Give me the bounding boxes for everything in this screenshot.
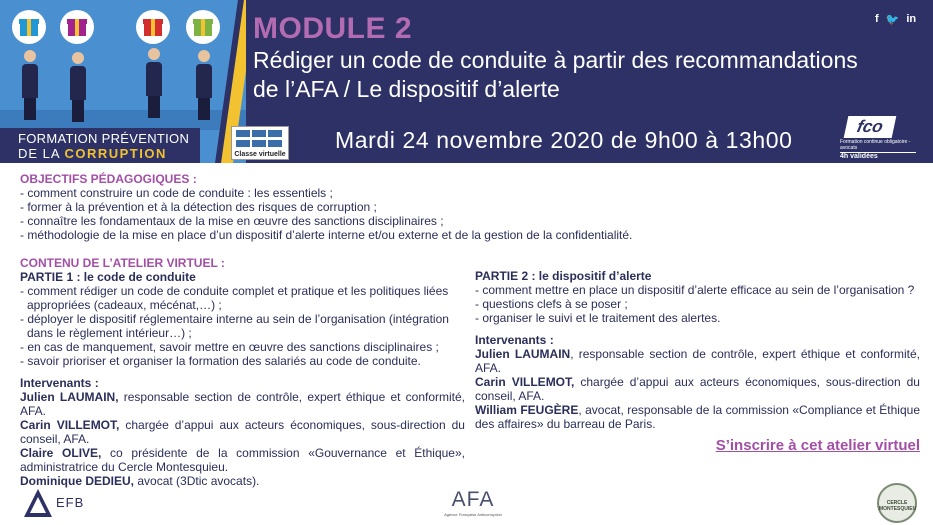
gift-bubble-purple — [60, 10, 94, 44]
partie2-column — [475, 269, 920, 431]
objectif-item: - former à la prévention et à la détection des risques de corruption ; — [20, 200, 377, 214]
intervenant-desc: responsable section de contrôle, expert éthique et conformité, AFA. — [20, 390, 466, 418]
objectif-item: - connaître les fondamentaux de la mise en œuvre des sanctions disciplinaires ; — [20, 214, 444, 228]
afa-logo — [443, 488, 503, 522]
fco-subtitle: Formation continue obligatoire - avocats — [840, 139, 911, 151]
module-number: MODULE 2 — [253, 12, 413, 45]
intervenant-name: Carin VILLEMOT, — [475, 375, 575, 389]
objectifs-section — [20, 172, 920, 242]
twitter-icon[interactable]: 🐦 — [885, 14, 900, 26]
intervenant-entry — [475, 375, 920, 403]
intervenant-name: Carin VILLEMOT, — [20, 418, 120, 432]
gift-bubble-red — [136, 10, 170, 44]
fco-badge — [840, 116, 920, 160]
facebook-icon[interactable]: f — [875, 13, 879, 25]
intervenant-entry — [20, 390, 465, 418]
classe-virtuelle-label: Classe virtuelle — [234, 151, 286, 158]
formation-highlight: CORRUPTION — [64, 146, 167, 161]
objectifs-title: OBJECTIFS PÉDAGOGIQUES : — [20, 172, 197, 186]
partie2-item: - questions clefs à se poser ; — [475, 297, 628, 311]
intervenant-entry — [20, 418, 465, 446]
person-figure — [146, 48, 162, 118]
efb-mark-inner — [30, 497, 46, 513]
gift-icon — [68, 18, 86, 36]
intervenant-desc: , avocat, responsable de la commission «Compliance et Éthique des affaires» du barreau de Paris. — [475, 403, 920, 431]
intervenant-name: William FEUGÈRE — [475, 403, 579, 417]
intervenant-name: Dominique DEDIEU, — [20, 474, 135, 488]
gift-bubble-green — [186, 10, 220, 44]
partie1-item: - comment rédiger un code de conduite complet et pratique et les politiques liées appropriées (cadeaux, mécénat,…) ; — [20, 284, 449, 312]
intervenant-name: Julien LAUMAIN — [475, 347, 571, 361]
gift-bubble-blue — [12, 10, 46, 44]
event-date: Mardi 24 novembre 2020 de 9h00 à 13h00 — [335, 127, 793, 153]
intervenant-entry — [475, 347, 920, 375]
intervenant-desc: co présidente de la commission «Gouvernance et Éthique», administratrice du Cercle Montesquieu. — [20, 446, 465, 474]
intervenant-desc: chargée d’appui aux acteurs économiques, sous-direction du conseil, AFA. — [20, 418, 465, 446]
intervenants-title: Intervenants : — [20, 376, 99, 390]
partie2-item: - comment mettre en place un dispositif d’alerte efficace au sein de l’organisation ? — [475, 283, 915, 297]
register-link[interactable]: S’inscrire à cet atelier virtuel — [715, 437, 920, 454]
person-figure — [196, 50, 212, 120]
formation-line1: FORMATION PRÉVENTION — [18, 131, 190, 146]
gift-icon — [194, 18, 212, 36]
person-figure — [70, 52, 86, 122]
video-grid-icon — [236, 130, 284, 148]
objectif-item: - méthodologie de la mise en place d’un dispositif d’alerte interne et/ou externe et de la gestion de la confidentialité. — [20, 228, 633, 242]
social-links — [875, 13, 916, 26]
partie2-title: PARTIE 2 : le dispositif d’alerte — [475, 269, 652, 283]
afa-text: AFA — [451, 488, 495, 511]
partie1-item: - en cas de manquement, savoir mettre en œuvre des sanctions disciplinaires ; — [20, 340, 439, 354]
formation-label — [0, 128, 200, 163]
intervenant-name: Claire OLIVE, — [20, 446, 102, 460]
classe-virtuelle-badge — [231, 126, 289, 160]
intervenant-name: Julien LAUMAIN, — [20, 390, 119, 404]
intervenant-entry — [475, 403, 920, 431]
fco-hours: 4h validées — [840, 152, 916, 160]
partie1-title: PARTIE 1 : le code de conduite — [20, 270, 196, 284]
cercle-montesquieu-logo: CERCLE MONTESQUIEU — [877, 483, 917, 523]
person-figure — [22, 50, 38, 120]
partie1-item: - déployer le dispositif réglementaire interne au sein de l’organisation (intégration dans le règlement intérieur…) ; — [20, 312, 449, 340]
formation-line2 — [18, 146, 200, 161]
gift-icon — [144, 18, 162, 36]
intervenant-desc: chargée d’appui aux acteurs économiques, sous-direction du conseil, AFA. — [475, 375, 920, 403]
intervenant-entry — [20, 474, 465, 488]
linkedin-icon[interactable]: in — [906, 13, 917, 25]
title-line2: de l’AFA / Le dispositif d’alerte — [253, 76, 560, 102]
efb-text: EFB — [56, 495, 85, 510]
efb-logo — [22, 487, 102, 521]
formation-line2-prefix: DE LA — [18, 146, 65, 161]
objectif-item: - comment construire un code de conduite : les essentiels ; — [20, 186, 333, 200]
intervenant-desc: , responsable section de contrôle, expert éthique et conformité, AFA. — [475, 347, 920, 375]
partie1-column — [20, 256, 465, 488]
intervenant-entry — [20, 446, 465, 474]
afa-subtitle: Agence Française Anticorruption — [444, 512, 502, 517]
partie2-item: - organiser le suivi et le traitement des alertes. — [475, 311, 721, 325]
fco-logo: fco — [844, 116, 897, 138]
gift-icon — [20, 18, 38, 36]
header-banner — [0, 0, 933, 163]
contenu-title: CONTENU DE L’ATELIER VIRTUEL : — [20, 256, 225, 270]
title-line1: Rédiger un code de conduite à partir des recommandations — [253, 47, 858, 73]
intervenants-title: Intervenants : — [475, 333, 554, 347]
partie1-item: - savoir prioriser et organiser la formation des salariés au code de conduite. — [20, 354, 421, 368]
page-title — [253, 46, 933, 104]
intervenant-desc: avocat (3Dtic avocats). — [134, 474, 260, 488]
